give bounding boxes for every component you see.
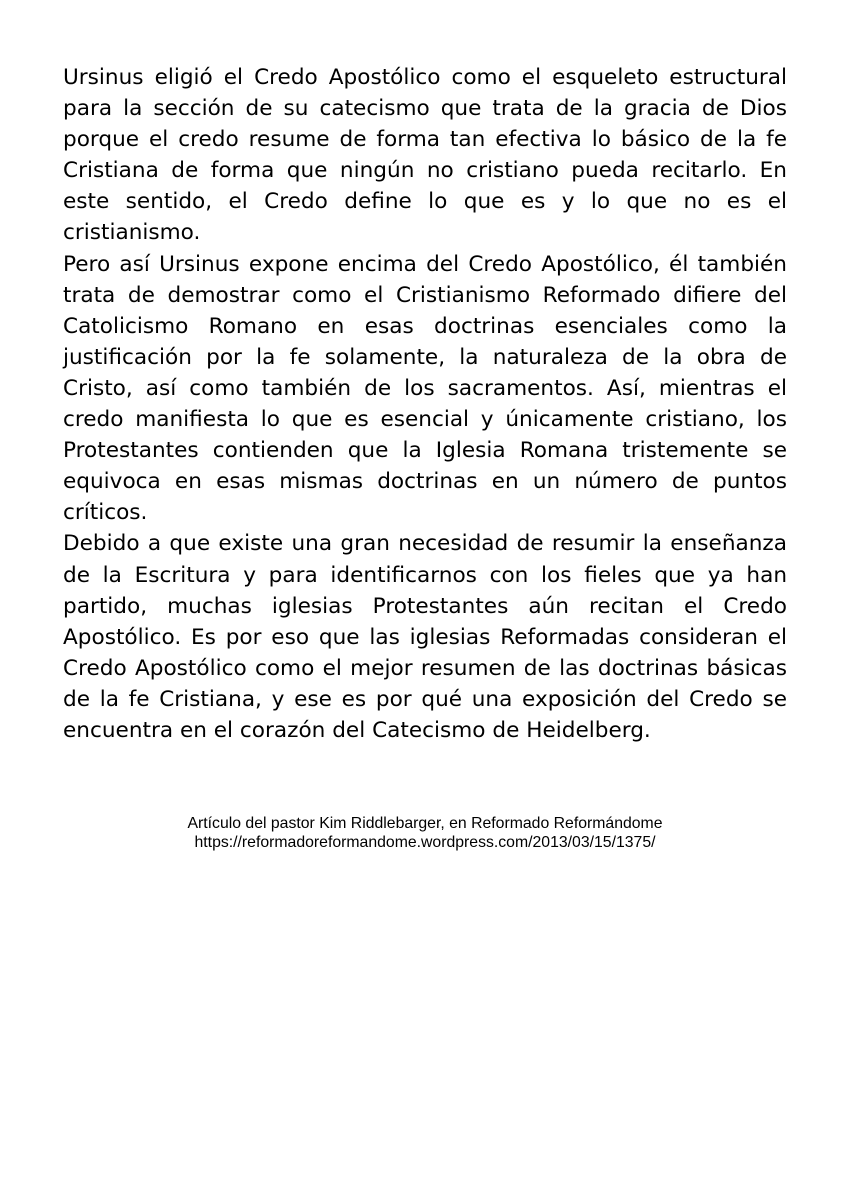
article-body bbox=[63, 62, 787, 746]
paragraph-3: Debido a que existe una gran necesidad de resumir la enseñanza de la Escritura y para identificarnos con los fieles que ya han partido, muchas iglesias Protestantes aún recitan el Credo Apostólico. Es por eso que las iglesias Reformadas consideran el Credo Apostólico como el mejor resumen de las doctrinas básicas de la fe Cristiana, y ese es por qué una exposición del Credo se encuentra en el corazón del Catecismo de Heidelberg. bbox=[63, 531, 787, 743]
attribution-url: https://reformadoreformandome.wordpress.com/2013/03/15/1375/ bbox=[194, 834, 656, 851]
paragraph-2: Pero así Ursinus expone encima del Credo Apostólico, él también trata de demostrar como el Cristianismo Reformado difiere del Catolicismo Romano en esas doctrinas esenciales como la justificación por la fe solamente, la naturaleza de la obra de Cristo, así como también de los sacramentos. Así, mientras el credo manifiesta lo que es esencial y únicamente cristiano, los Protestantes contienden que la Iglesia Romana tristemente se equivoca en esas mismas doctrinas en un número de puntos críticos. bbox=[63, 251, 787, 526]
attribution-block bbox=[63, 814, 787, 852]
attribution-author-line: Artículo del pastor Kim Riddlebarger, en Reformado Reformándome bbox=[187, 815, 663, 832]
paragraph-1: Ursinus eligió el Credo Apostólico como el esqueleto estructural para la sección de su catecismo que trata de la gracia de Dios porque el credo resume de forma tan efectiva lo básico de la fe Cristiana de forma que ningún no cristiano pueda recitarlo. En este sentido, el Credo define lo que es y lo que no es el cristianismo. bbox=[63, 65, 787, 246]
